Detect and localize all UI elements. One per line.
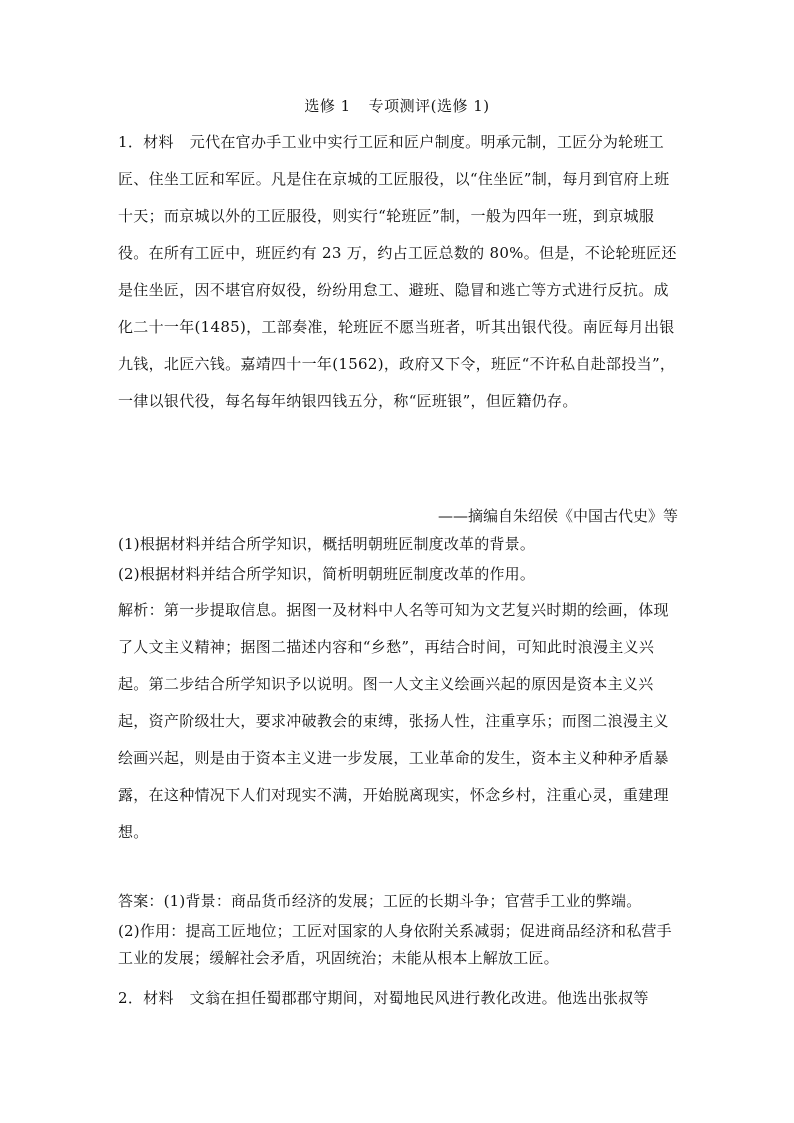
- title-sub: 专项测评(选修 1): [368, 97, 490, 115]
- q2-material-label: 材料: [143, 989, 174, 1007]
- q1-question-2: (2)根据材料并结合所学知识，简析明朝班匠制度改革的作用。: [118, 565, 536, 583]
- q1-source: ——摘编自朱绍侯《中国古代史》等: [437, 507, 678, 525]
- q1-question-1: (1)根据材料并结合所学知识，概括明朝班匠制度改革的背景。: [118, 535, 536, 553]
- q1-answer-2: (2)作用：提高工匠地位；工匠对国家的人身依附关系减弱；促进商品经济和私营手工业的发展；缓解社会矛盾，巩固统治；未能从根本上解放工匠。: [118, 922, 672, 967]
- q1-material-label: 材料: [143, 133, 174, 151]
- answer-label: 答案：: [118, 892, 164, 910]
- q1-material-text: 元代在官办手工业中实行工匠和匠户制度。明承元制，工匠分为轮班工匠、住坐工匠和军匠。凡是住在京城的工匠服役，以“住坐匠”制，每月到官府上班十天；而京城以外的工匠服役，则实行“轮班匠”制，一般为四年一班，到京城服役。在所有工匠中，班匠约有 23 万，约占工匠总数的 80%。但是，不论轮班匠还是住坐匠，因不堪官府奴役，纷纷用怠工、避班、隐冒和逃亡等方式进行反抗。成化二十一年(1485)，工部奏准，轮班匠不愿当班者，听其出银代役。南匠每月出银九钱，北匠六钱。嘉靖四十一年(1562)，政府又下令，班匠“不许私自赴部投当”，一律以银代役，每名每年纳银四钱五分，称“匠班银”，但匠籍仍存。: [118, 133, 677, 410]
- q2-material-text: 文翁在担任蜀郡郡守期间，对蜀地民风进行教化改进。他选出张叔等: [189, 989, 649, 1007]
- q1-number: 1．: [118, 133, 144, 151]
- q1-answer-1: [118, 888, 678, 915]
- analysis-label: 解析：: [118, 601, 164, 619]
- q2-material: [118, 980, 678, 1017]
- page-title: [0, 96, 794, 116]
- analysis-text: 第一步提取信息。据图一及材料中人名等可知为文艺复兴时期的绘画，体现了人文主义精神；据图二描述内容和“乡愁”，再结合时间，可知此时浪漫主义兴起。第二步结合所学知识予以说明。图一人文主义绘画兴起的原因是资本主义兴起，资产阶级壮大，要求冲破教会的束缚，张扬人性，注重享乐；而图二浪漫主义绘画兴起，则是由于资本主义进一步发展，工业革命的发生，资本主义种种矛盾暴露，在这种情况下人们对现实不满，开始脱离现实，怀念乡村，注重心灵，重建理想。: [118, 601, 669, 841]
- q1-material: [118, 124, 678, 420]
- q2-number: 2．: [118, 989, 144, 1007]
- answer-1-text: (1)背景：商品货币经济的发展；工匠的长期斗争；官营手工业的弊端。: [163, 892, 642, 910]
- title-main: 选修 1: [304, 97, 351, 115]
- q1-analysis: [118, 592, 678, 851]
